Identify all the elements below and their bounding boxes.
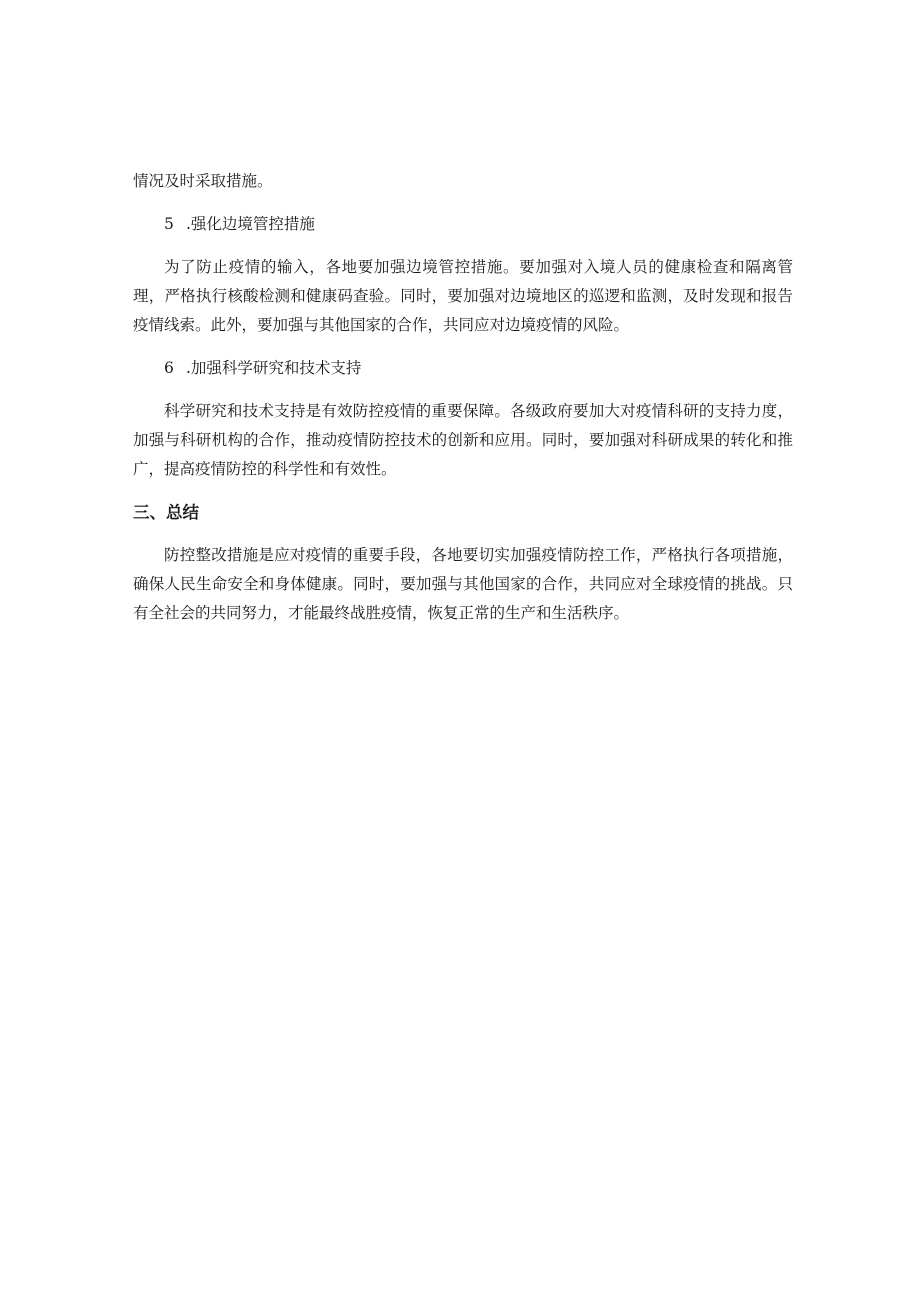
- item-body-5: 为了防止疫情的输入，各地要加强边境管控措施。要加强对入境人员的健康检查和隔离管理，严格执行核酸检测和健康码查验。同时，要加强对边境地区的巡逻和监测，及时发现和报告疫情线索。此外，要加强与其他国家的合作，共同应对边境疫情的风险。: [133, 258, 793, 334]
- item-number: 6: [164, 359, 174, 377]
- item-title: .强化边境管控措施: [186, 215, 315, 233]
- item-heading-5: [133, 210, 793, 239]
- item-number: 5: [164, 215, 174, 233]
- document-body: [133, 167, 793, 642]
- item-title: .加强科学研究和技术支持: [186, 359, 362, 377]
- item-body-6: 科学研究和技术支持是有效防控疫情的重要保障。各级政府要加大对疫情科研的支持力度，加强与科研机构的合作，推动疫情防控技术的创新和应用。同时，要加强对科研成果的转化和推广，提高疫情防控的科学性和有效性。: [133, 402, 793, 478]
- continuation-paragraph: 情况及时采取措施。: [133, 172, 273, 190]
- item-heading-6: [133, 354, 793, 383]
- summary-paragraph: 防控整改措施是应对疫情的重要手段，各地要切实加强疫情防控工作，严格执行各项措施，确保人民生命安全和身体健康。同时，要加强与其他国家的合作，共同应对全球疫情的挑战。只有全社会的共同努力，才能最终战胜疫情，恢复正常的生产和生活秩序。: [133, 546, 793, 622]
- section-heading: 三、总结: [133, 503, 199, 522]
